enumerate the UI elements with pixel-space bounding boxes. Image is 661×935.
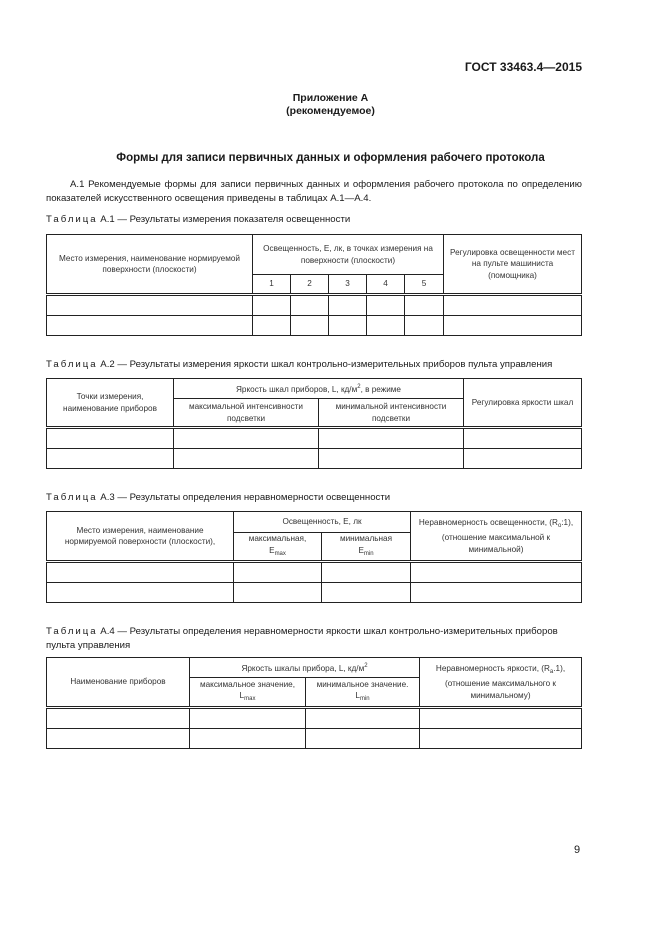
cell[interactable] bbox=[234, 583, 322, 603]
cell[interactable] bbox=[47, 295, 253, 316]
header-brightness: Яркость шкал приборов, L, $кд/м^2$, в режиме bbox=[174, 379, 464, 399]
table-row bbox=[47, 583, 582, 603]
cell[interactable] bbox=[291, 295, 329, 316]
table-a3-caption: Таблица А.3 — Результаты определения неравномерности освещенности bbox=[46, 492, 391, 503]
cell[interactable] bbox=[329, 316, 367, 336]
cell[interactable] bbox=[322, 583, 411, 603]
table-row bbox=[47, 729, 582, 749]
cell[interactable] bbox=[411, 583, 582, 603]
cell[interactable] bbox=[420, 708, 582, 729]
cell[interactable] bbox=[174, 449, 319, 469]
header-brightness: Яркость шкалы прибора, L, $кд/м^2$ bbox=[190, 658, 420, 678]
header-instruments: Наименование приборов bbox=[47, 658, 190, 708]
table-a4-caption: Таблица А.4 — Результаты определения неравномерности яркости шкал контрольно-измерительных приборов пульта управления bbox=[46, 626, 558, 651]
cell[interactable] bbox=[47, 428, 174, 449]
header-points: Точки измерения, наименование приборов bbox=[47, 379, 174, 428]
header-regulation: Регулировка освещенности мест на пульте машиниста (помощника) bbox=[444, 235, 582, 295]
table-a4 bbox=[46, 657, 582, 749]
table-row bbox=[47, 562, 582, 583]
header-point-1: 1 bbox=[253, 275, 291, 295]
header-illuminance: Освещенность, Е, лк, в точках измерения на поверхности (плоскости) bbox=[253, 235, 444, 275]
header-point-4: 4 bbox=[367, 275, 405, 295]
cell[interactable] bbox=[367, 316, 405, 336]
table-a1-caption: Таблица А.1 — Результаты измерения показателя освещенности bbox=[46, 214, 351, 225]
header-point-5: 5 bbox=[405, 275, 444, 295]
cell[interactable] bbox=[420, 729, 582, 749]
cell[interactable] bbox=[291, 316, 329, 336]
cell[interactable] bbox=[367, 295, 405, 316]
cell[interactable] bbox=[322, 562, 411, 583]
cell[interactable] bbox=[234, 562, 322, 583]
cell[interactable] bbox=[411, 562, 582, 583]
header-min-intensity: минимальной интенсивности подсветки bbox=[319, 399, 464, 428]
header-max: максимальная, $E_{max}$ bbox=[234, 533, 322, 562]
header-max: максимальное значение, $L_{max}$ bbox=[190, 678, 306, 708]
cell[interactable] bbox=[47, 708, 190, 729]
cell[interactable] bbox=[47, 562, 234, 583]
cell[interactable] bbox=[253, 295, 291, 316]
table-row bbox=[47, 708, 582, 729]
cell[interactable] bbox=[47, 316, 253, 336]
cell[interactable] bbox=[444, 316, 582, 336]
table-a3 bbox=[46, 511, 582, 603]
cell[interactable] bbox=[47, 449, 174, 469]
header-nonuniformity: Неравномерность освещенности, $(R_o:1)$, (отношение максимальной к минимальной) bbox=[411, 512, 582, 562]
cell[interactable] bbox=[190, 729, 306, 749]
header-max-intensity: максимальной интенсивности подсветки bbox=[174, 399, 319, 428]
header-illuminance: Освещенность, Е, лк bbox=[234, 512, 411, 533]
cell[interactable] bbox=[405, 295, 444, 316]
page-number: 9 bbox=[574, 844, 581, 856]
cell[interactable] bbox=[253, 316, 291, 336]
cell[interactable] bbox=[174, 428, 319, 449]
table-row bbox=[47, 449, 582, 469]
cell[interactable] bbox=[306, 729, 420, 749]
header-point-2: 2 bbox=[291, 275, 329, 295]
table-a2 bbox=[46, 378, 582, 469]
cell[interactable] bbox=[319, 449, 464, 469]
document-code: ГОСТ 33463.4—2015 bbox=[464, 60, 582, 74]
cell[interactable] bbox=[190, 708, 306, 729]
appendix-title: Приложение А bbox=[292, 92, 369, 104]
table-a1 bbox=[46, 234, 582, 336]
cell[interactable] bbox=[47, 583, 234, 603]
header-location: Место измерения, наименование нормируемой поверхности (плоскости) bbox=[47, 235, 253, 295]
cell[interactable] bbox=[405, 316, 444, 336]
cell[interactable] bbox=[444, 295, 582, 316]
header-min: минимальное значение. $L_{min}$ bbox=[306, 678, 420, 708]
header-point-3: 3 bbox=[329, 275, 367, 295]
table-row bbox=[47, 295, 582, 316]
header-min: минимальная $E_{min}$ bbox=[322, 533, 411, 562]
table-a2-caption: Таблица А.2 — Результаты измерения яркости шкал контрольно-измерительных приборов пульта управления bbox=[46, 359, 553, 370]
header-regulation: Регулировка яркости шкал bbox=[464, 379, 582, 428]
table-row bbox=[47, 316, 582, 336]
table-row bbox=[47, 428, 582, 449]
cell[interactable] bbox=[464, 428, 582, 449]
header-location: Место измерения, наименование нормируемой поверхности (плоскости), bbox=[47, 512, 234, 562]
section-title: Формы для записи первичных данных и оформления рабочего протокола bbox=[116, 152, 545, 164]
cell[interactable] bbox=[464, 449, 582, 469]
appendix-status: (рекомендуемое) bbox=[286, 105, 375, 117]
cell[interactable] bbox=[306, 708, 420, 729]
intro-paragraph: А.1 Рекомендуемые формы для записи первичных данных и оформления рабочего протокола по определению показателей искусственного освещения приведены в таблицах А.1—А.4. bbox=[46, 179, 582, 204]
header-nonuniformity: Неравномерность яркости, $(R_a.1)$, (отношение максимального к минимальному) bbox=[420, 658, 582, 708]
cell[interactable] bbox=[319, 428, 464, 449]
cell[interactable] bbox=[329, 295, 367, 316]
cell[interactable] bbox=[47, 729, 190, 749]
